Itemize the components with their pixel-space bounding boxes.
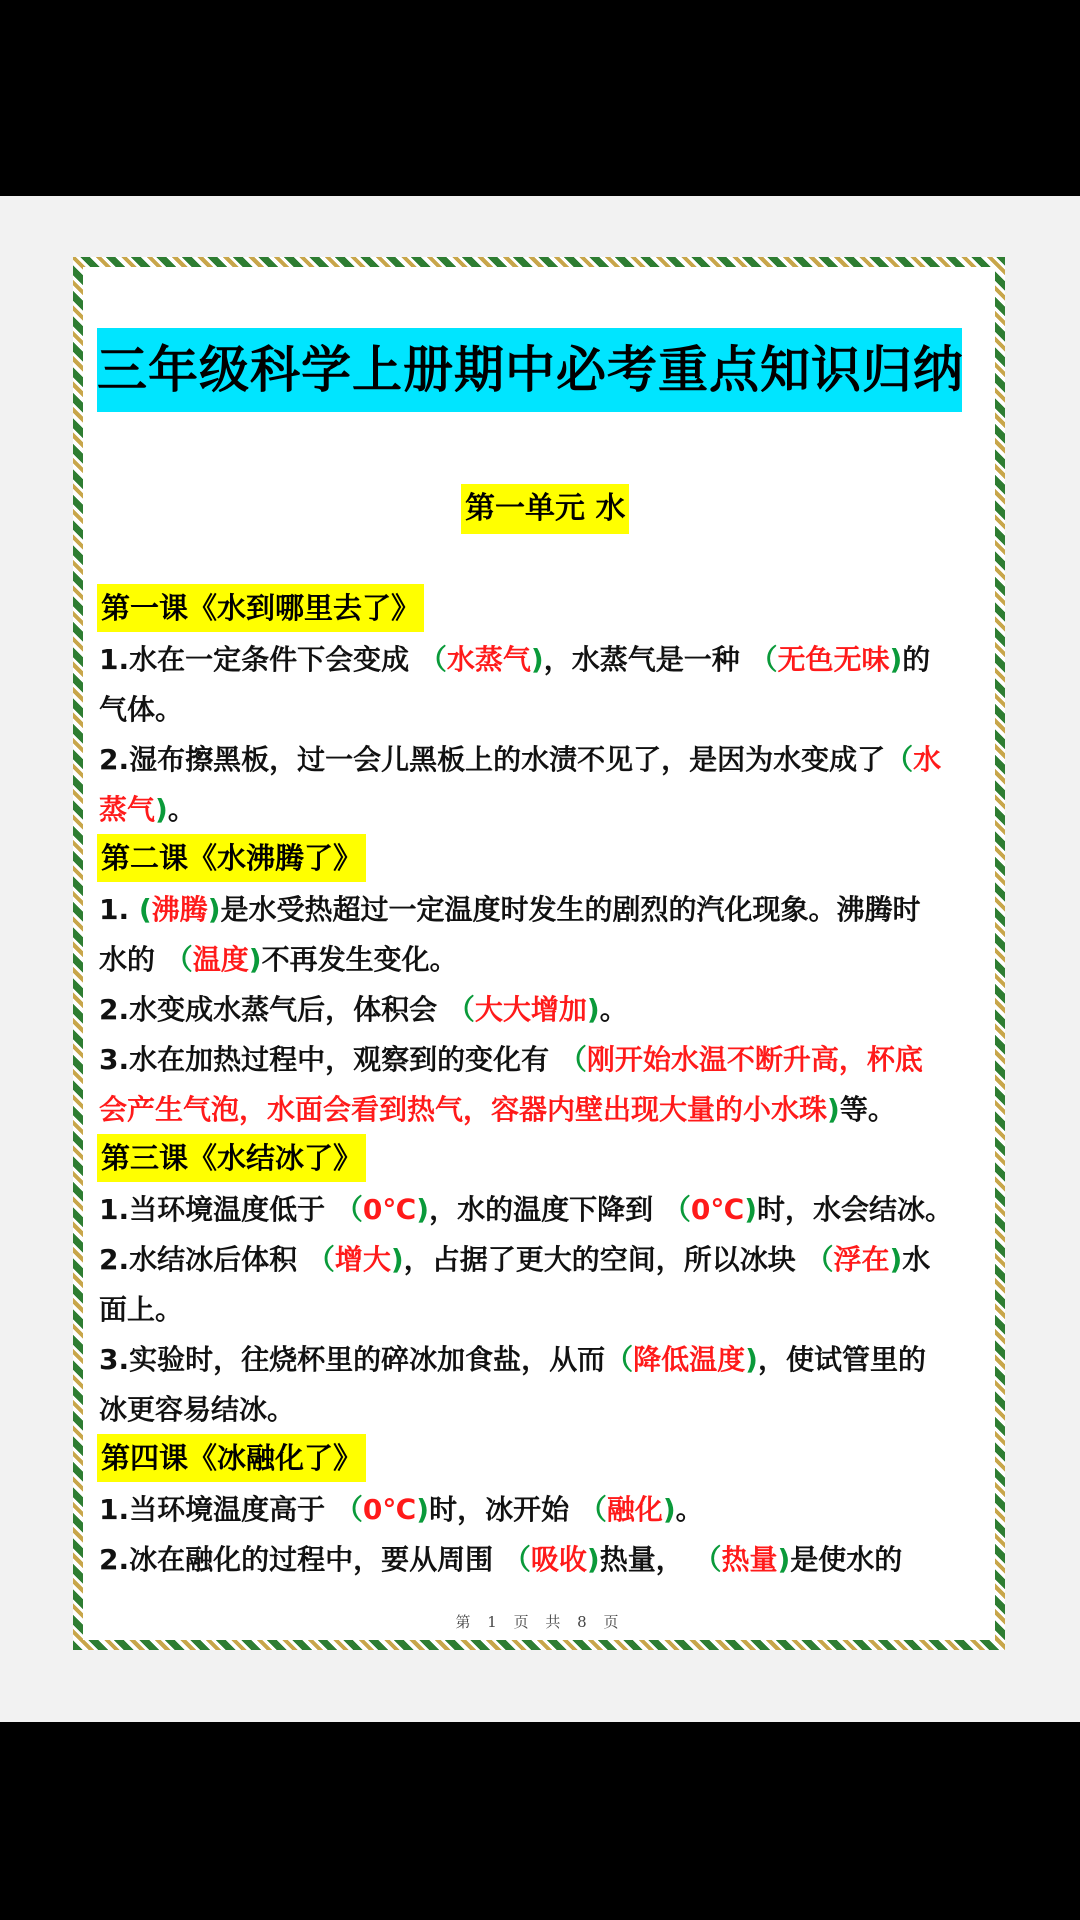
text-line [99,1536,984,1584]
text-line [99,1036,984,1084]
close-paren: ) [586,1543,600,1576]
body-text: 1.当环境温度低于 [99,1193,335,1226]
open-paren: （ [605,1343,634,1376]
text-line [99,1186,984,1234]
body-text: 水 [902,1243,931,1276]
text-line [99,636,984,684]
text-line [99,1086,984,1134]
answer-text: 无色无味 [777,643,890,676]
close-paren: ) [745,1343,758,1376]
open-paren: （ [885,743,914,776]
body-text: 3.实验时，往烧杯里的碎冰加食盐，从而 [99,1343,606,1376]
answer-text: 降低温度 [633,1343,746,1376]
text-line [99,936,984,984]
body-text: 3.水在加热过程中，观察到的变化有 [99,1043,559,1076]
close-paren: ) [889,643,903,676]
body-text: 。 [167,793,196,826]
answer-text: 热量 [721,1543,778,1576]
open-paren: （ [446,993,475,1026]
answer-text: 大大增加 [474,993,587,1026]
open-paren: （ [693,1543,722,1576]
close-paren: ) [777,1543,791,1576]
answer-text: 增大 [334,1243,391,1276]
text-line [99,736,984,784]
text-line [99,1336,984,1384]
lesson-heading-3: 第三课《水结冰了》 [97,1134,366,1182]
body-text: 。 [599,993,628,1026]
open-paren: （ [578,1493,607,1526]
body-text: 等。 [839,1093,896,1126]
close-paren: ) [586,993,600,1026]
lesson-heading-1: 第一课《水到哪里去了》 [97,584,424,632]
body-text: 2.水结冰后体积 [99,1243,307,1276]
open-paren: （ [164,943,193,976]
answer-text: 蒸气 [99,793,156,826]
answer-text: 水 [913,743,942,776]
document-title: 三年级科学上册期中必考重点知识归纳 [97,328,962,412]
answer-text: 吸收 [530,1543,587,1576]
unit-heading: 第一单元 水 [461,484,629,534]
close-paren: ) [207,893,221,926]
body-text: 时，冰开始 [429,1493,579,1526]
answer-text: 刚开始水温不断升高，杯底 [586,1043,923,1076]
answer-text: 会产生气泡，水面会看到热气，容器内壁出现大量的小水珠 [99,1093,828,1126]
close-paren: ) [827,1093,840,1126]
answer-text: 0℃ [362,1193,417,1226]
open-paren: （ [805,1243,834,1276]
close-paren: ) [416,1493,430,1526]
answer-text: 水蒸气 [446,643,531,676]
body-text: ，使试管里的 [757,1343,926,1376]
open-paren: （ [749,643,778,676]
open-paren: （ [502,1543,531,1576]
body-text: 气体。 [99,693,184,726]
body-text: 的 [902,643,931,676]
body-text: 1.水在一定条件下会变成 [99,643,419,676]
body-text: 2.湿布擦黑板，过一会儿黑板上的水渍不见了，是因为水变成了 [99,743,886,776]
page-footer: 第 1 页 共 8 页 [455,1613,625,1631]
lesson-heading-2: 第二课《水沸腾了》 [97,834,366,882]
body-text: 1.当环境温度高于 [99,1493,335,1526]
body-text: 是水受热超过一定温度时发生的剧烈的汽化现象。沸腾时 [220,893,921,926]
open-paren: （ [558,1043,587,1076]
answer-text: 融化 [606,1493,663,1526]
body-text: ，占据了更大的空间，所以冰块 [403,1243,806,1276]
open-paren: ( [138,893,152,926]
open-paren: （ [334,1493,363,1526]
text-line [99,986,984,1034]
open-paren: （ [418,643,447,676]
answer-text: 温度 [192,943,249,976]
open-paren: （ [334,1193,363,1226]
body-text: ，水蒸气是一种 [543,643,750,676]
body-text: 水的 [99,943,165,976]
close-paren: ) [390,1243,404,1276]
body-text: 2.水变成水蒸气后，体积会 [99,993,447,1026]
text-line [99,1236,984,1284]
body-text: 热量， [599,1543,694,1576]
close-paren: ) [889,1243,903,1276]
text-line [99,886,984,934]
body-text: 2.冰在融化的过程中，要从周围 [99,1543,503,1576]
answer-text: 浮在 [833,1243,890,1276]
close-paren: ) [155,793,168,826]
body-text: 1. [99,893,139,926]
text-line [99,786,984,834]
body-text: 。 [675,1493,704,1526]
body-text: 面上。 [99,1293,184,1326]
close-paren: ) [530,643,544,676]
answer-text: 0℃ [362,1493,417,1526]
lesson-heading-4: 第四课《冰融化了》 [97,1434,366,1482]
body-text: ，水的温度下降到 [429,1193,663,1226]
answer-text: 沸腾 [151,893,208,926]
body-text: 不再发生变化。 [261,943,458,976]
open-paren: （ [306,1243,335,1276]
text-line [99,1286,984,1334]
body-text: 冰更容易结冰。 [99,1393,296,1426]
close-paren: ) [744,1193,758,1226]
body-text: 时，水会结冰。 [757,1193,954,1226]
close-paren: ) [248,943,262,976]
text-line [99,1486,984,1534]
text-line [99,1386,984,1434]
body-text: 是使水的 [790,1543,903,1576]
text-line [99,686,984,734]
close-paren: ) [662,1493,676,1526]
close-paren: ) [416,1193,430,1226]
answer-text: 0℃ [690,1193,745,1226]
open-paren: （ [662,1193,691,1226]
